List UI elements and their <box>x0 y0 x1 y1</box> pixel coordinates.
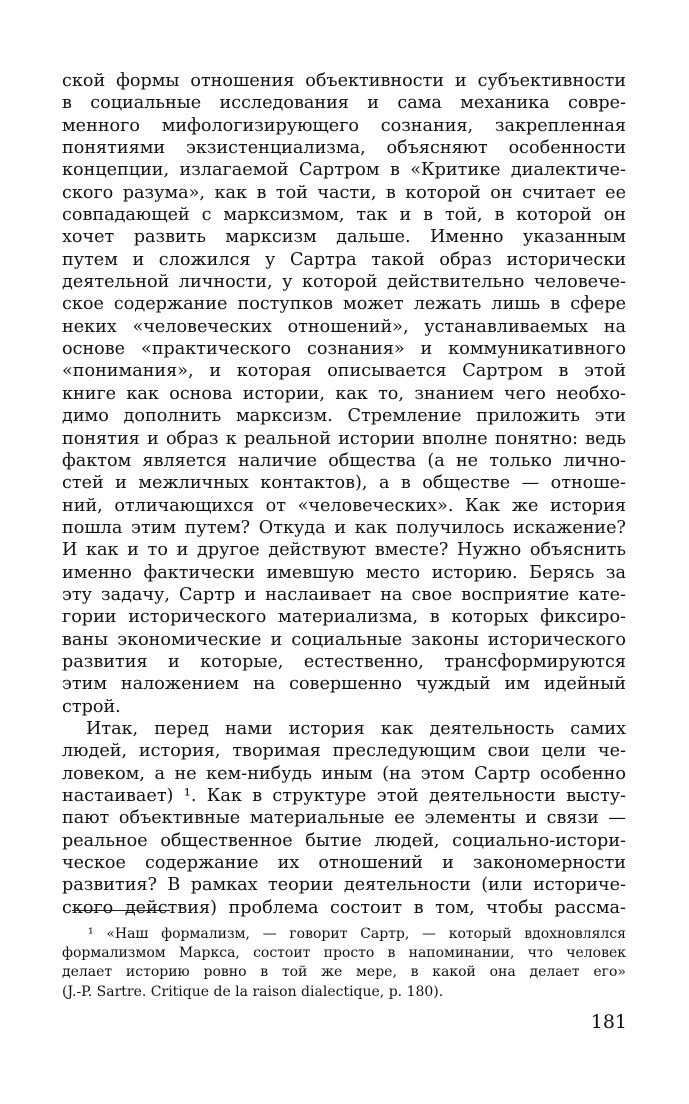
text-line: именно фактически имевшую место историю. Берясь за <box>62 562 626 583</box>
text-line: развития? В рамках теории деятельности (или историче- <box>62 875 626 896</box>
text-line: развития и которые, естественно, трансформируются <box>62 651 626 672</box>
text-line: эту задачу, Сартр и наслаивает на свое восприятие кате- <box>62 584 626 605</box>
text-line: Итак, перед нами история как деятельность самих <box>86 718 626 739</box>
text-line: менного мифологизирующего сознания, закрепленная <box>62 115 626 136</box>
text-line: настаивает) ¹. Как в структуре этой деятельности высту- <box>62 786 626 806</box>
text-line: людей, история, творимая преследующим свои цели че- <box>62 741 626 762</box>
text-line: реальное общественное бытие людей, социально-истори- <box>62 830 626 851</box>
text-line: ской формы отношения объективности и субъективности <box>62 71 626 91</box>
text-line: ческое содержание их отношений и закономерности <box>62 853 626 874</box>
text-line: понятиями экзистенциализма, объясняют особенности <box>62 138 626 159</box>
text-line: ваны экономические и социальные законы исторического <box>62 629 626 650</box>
text-line: путем и сложился у Сартра такой образ исторически <box>62 249 626 270</box>
text-line: ского разума», как в той части, в которой он считает ее <box>62 182 626 203</box>
main-text <box>62 70 626 919</box>
text-line: пошла этим путем? Откуда и как получилось искажение? <box>62 517 626 538</box>
text-line: димо дополнить марксизм. Стремление приложить эти <box>62 406 626 427</box>
text-line: гории исторического материализма, в которых фиксиро- <box>62 607 626 628</box>
text-line: И как и то и другое действуют вместе? Нужно объяснить <box>62 540 626 561</box>
footnote-line: формализмом Маркса, состоит просто в напоминании, что человек <box>62 945 626 962</box>
text-line: в социальные исследования и сама механика совре- <box>62 93 626 114</box>
text-line: основе «практического сознания» и коммуникативного <box>62 339 626 360</box>
text-line: совпадающей с марксизмом, так и в той, в которой он <box>62 205 626 226</box>
footnote-line: (J.-P. Sartre. Critique de la raison dialectique, p. 180). <box>62 983 444 1000</box>
text-line: фактом является наличие общества (а не только лично- <box>62 450 626 471</box>
text-line: концепции, излагаемой Сартром в «Критике диалектиче- <box>62 160 626 181</box>
text-line: пают объективные материальные ее элементы и связи — <box>62 808 626 829</box>
text-line: понятия и образ к реальной истории вполне понятно: ведь <box>62 428 626 449</box>
footnote-line: ¹ «Наш формализм, — говорит Сартр, — который вдохновлялся <box>88 926 626 942</box>
text-line: ний, отличающихся от «человеческих». Как же история <box>62 495 626 516</box>
text-line: ского действия) проблема состоит в том, чтобы рассма- <box>62 897 626 918</box>
text-line: «понимания», и которая описывается Сартром в этой <box>62 361 626 382</box>
text-line: ловеком, а не кем-нибудь иным (на этом Сартр особенно <box>62 763 626 784</box>
text-line: хочет развить марксизм дальше. Именно указанным <box>62 227 626 248</box>
text-line: деятельной личности, у которой действительно человече- <box>62 272 626 293</box>
footnote-divider <box>72 910 170 911</box>
page-number: 181 <box>590 1011 627 1033</box>
text-line: неких «человеческих отношений», устанавливаемых на <box>62 316 626 337</box>
text-line: стей и межличных контактов), а в обществе — отноше- <box>62 473 626 494</box>
text-line: этим наложением на совершенно чуждый им идейный <box>62 674 626 695</box>
text-line: книге как основа истории, как то, знанием чего необхо- <box>62 383 626 404</box>
text-line: ское содержание поступков может лежать лишь в сфере <box>62 294 626 315</box>
footnote-line: делает историю ровно в той же мере, в какой она делает его» <box>62 964 626 981</box>
footnote <box>62 925 626 1002</box>
text-line: строй. <box>62 696 121 717</box>
